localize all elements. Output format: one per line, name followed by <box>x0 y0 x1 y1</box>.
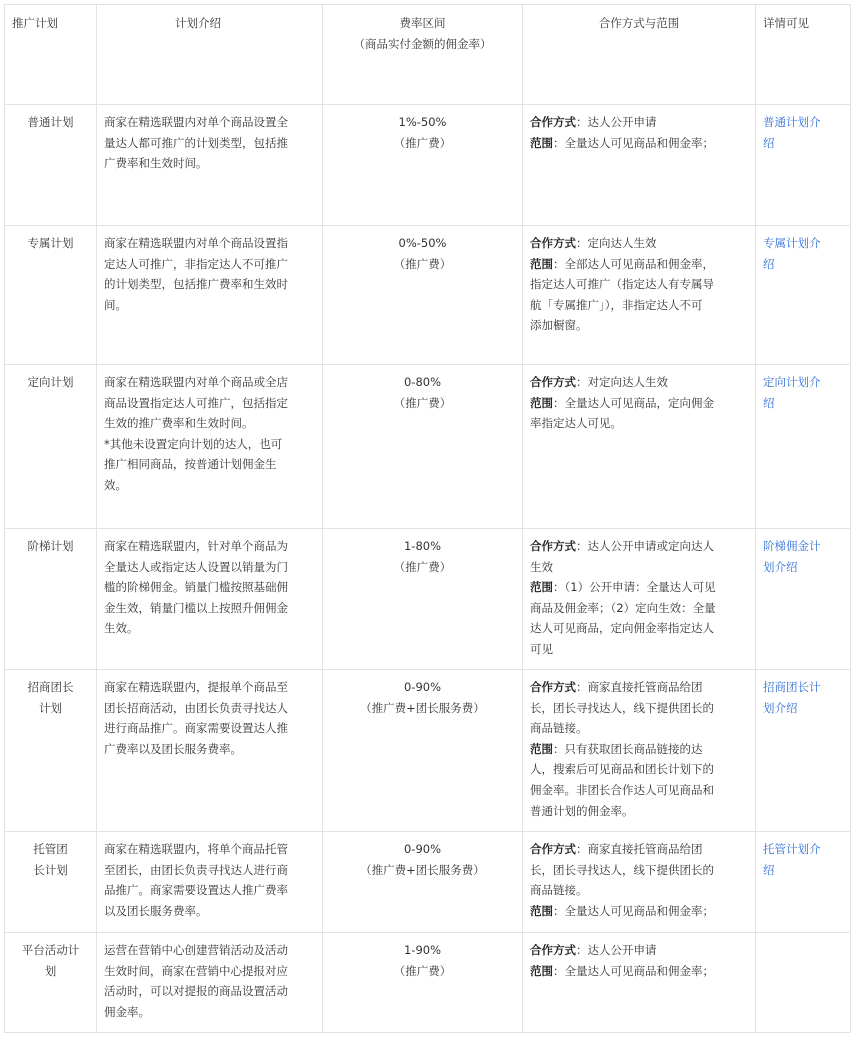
cooperation-mode-text: ：商家直接托管商品给团 <box>576 842 703 856</box>
details-link-general[interactable]: 绍 <box>763 135 775 150</box>
scope-line <box>530 618 748 639</box>
plan-intro-text: 以及团长服务费率。 <box>104 903 208 918</box>
plan-name-cell <box>5 529 97 670</box>
scope-line <box>530 393 748 414</box>
cooperation-mode-line <box>530 880 748 901</box>
fee-range-cell <box>323 105 523 226</box>
plan-intro-text: 佣金率。 <box>104 1004 150 1019</box>
cooperation-mode-label: 合作方式 <box>530 943 576 957</box>
plan-intro-text: 全量达人或指定达人设置以销量为门 <box>104 559 288 574</box>
fee-range-cell <box>323 529 523 670</box>
plan-intro-text: 定达人可推广，非指定达人不可推广 <box>104 256 288 271</box>
cooperation-scope-cell <box>523 529 756 670</box>
cooperation-mode-label: 合作方式 <box>530 680 576 694</box>
scope-label: 范围 <box>530 395 553 410</box>
scope-label: 范围 <box>530 963 553 978</box>
fee-type-text: （推广费） <box>393 963 452 978</box>
scope-line <box>530 961 748 982</box>
table-row-leader-hosted <box>5 832 851 933</box>
scope-line <box>530 133 748 154</box>
details-link-exclusive[interactable]: 绍 <box>763 256 775 271</box>
cooperation-mode-line <box>530 233 748 254</box>
plan-name-text: 专属计划 <box>27 236 74 250</box>
details-link-leader-hosted[interactable]: 绍 <box>763 862 775 877</box>
cooperation-mode-text: ：达人公开申请或定向达人 <box>576 539 714 553</box>
scope-line <box>530 413 748 434</box>
plan-intro-cell <box>97 670 323 832</box>
scope-line <box>530 780 748 801</box>
scope-line <box>530 739 748 760</box>
plan-intro-text: 活动时，可以对提报的商品设置活动 <box>104 984 288 999</box>
scope-text: ：（1）公开申请：全量达人可见 <box>553 580 716 595</box>
cooperation-mode-label: 合作方式 <box>530 236 576 250</box>
plan-intro-text: 广费率和生效时间。 <box>104 156 208 171</box>
plan-intro-cell <box>97 832 323 933</box>
scope-line <box>530 315 748 336</box>
cooperation-mode-line <box>530 677 748 698</box>
plan-intro-text: 间。 <box>104 297 127 312</box>
details-link-targeted[interactable]: 定向计划介 <box>763 375 821 389</box>
column-header-fee-label: 费率区间 <box>399 16 446 30</box>
scope-text: 达人可见商品，定向佣金率指定达人 <box>530 621 714 636</box>
scope-line <box>530 901 748 922</box>
plan-intro-text: 的计划类型，包括推广费率和生效时 <box>104 277 288 292</box>
cooperation-mode-text: ：商家直接托管商品给团 <box>576 680 703 694</box>
fee-range-cell <box>323 670 523 832</box>
plan-name-cell <box>5 933 97 1033</box>
details-cell <box>756 365 851 529</box>
column-header-plan: 推广计划 <box>5 5 97 105</box>
plan-intro-text: 生效。 <box>104 621 139 636</box>
details-cell <box>756 226 851 365</box>
plan-name-cell <box>5 670 97 832</box>
plan-name-text: 划 <box>44 963 57 978</box>
plan-intro-text: 量达人都可推广的计划类型，包括推 <box>104 135 288 150</box>
plan-intro-cell <box>97 226 323 365</box>
plan-intro-text: 广费率以及团长服务费率。 <box>104 741 242 756</box>
scope-text: ：全量达人可见商品和佣金率； <box>553 135 714 150</box>
scope-line <box>530 639 748 660</box>
cooperation-mode-text: 商品链接。 <box>530 883 588 898</box>
scope-line <box>530 801 748 822</box>
plan-intro-text: 商家在精选联盟内，针对单个商品为 <box>104 539 288 553</box>
scope-text: ：只有获取团长商品链接的达 <box>553 741 703 756</box>
plan-name-text: 托管团 <box>33 842 68 856</box>
details-cell <box>756 529 851 670</box>
fee-range-cell <box>323 365 523 529</box>
plan-intro-text: 团长招商活动，由团长负责寻找达人 <box>104 700 288 715</box>
column-header-intro-label: 计划介绍 <box>175 16 221 30</box>
plan-table <box>4 4 851 1033</box>
table-row-leader-recruit <box>5 670 851 832</box>
scope-line <box>530 577 748 598</box>
scope-text: 商品及佣金率；（2）定向生效：全量 <box>530 600 716 615</box>
plan-intro-text: 商品设置指定达人可推广，包括指定 <box>104 395 288 410</box>
plan-intro-text: 生效的推广费率和生效时间。 <box>104 416 254 431</box>
scope-text: ：全量达人可见商品和佣金率； <box>553 903 714 918</box>
plan-name-text: 计划 <box>39 700 62 715</box>
column-header-scope: 合作方式与范围 <box>523 5 756 105</box>
cooperation-mode-line <box>530 940 748 961</box>
plan-intro-text: 效。 <box>104 477 127 492</box>
details-link-general[interactable]: 普通计划介 <box>763 115 821 129</box>
plan-name-text: 定向计划 <box>27 375 74 389</box>
cooperation-mode-line <box>530 860 748 881</box>
cooperation-mode-label: 合作方式 <box>530 375 576 389</box>
scope-label: 范围 <box>530 256 553 271</box>
plan-name-cell <box>5 365 97 529</box>
cooperation-mode-text: ：定向达人生效 <box>576 236 657 250</box>
scope-line <box>530 254 748 275</box>
plan-intro-text: 运营在营销中心创建营销活动及活动 <box>104 943 288 957</box>
cooperation-scope-cell <box>523 105 756 226</box>
cooperation-scope-cell <box>523 832 756 933</box>
scope-text: 人，搜索后可见商品和团长计划下的 <box>530 762 714 777</box>
scope-line <box>530 598 748 619</box>
cooperation-mode-text: ：对定向达人生效 <box>576 375 668 389</box>
scope-line <box>530 274 748 295</box>
table-row-exclusive <box>5 226 851 365</box>
cooperation-mode-line <box>530 112 748 133</box>
plan-intro-text: 商家在精选联盟内对单个商品设置指 <box>104 236 288 250</box>
fee-range-value: 1-90% <box>403 943 442 957</box>
plan-intro-text: 金生效，销量门槛以上按照升佣佣金 <box>104 600 288 615</box>
plan-intro-text: 槛的阶梯佣金。销量门槛按照基础佣 <box>104 580 288 595</box>
scope-label: 范围 <box>530 135 553 150</box>
fee-type-text: （推广费+团长服务费） <box>360 862 485 877</box>
scope-text: ：全量达人可见商品和佣金率； <box>553 963 714 978</box>
fee-type-text: （推广费） <box>393 395 452 410</box>
scope-label: 范围 <box>530 903 553 918</box>
table-row-general <box>5 105 851 226</box>
scope-text: 可见 <box>530 641 553 656</box>
scope-text: 佣金率。非团长合作达人可见商品和 <box>530 782 714 797</box>
plan-name-text: 招商团长 <box>27 680 74 694</box>
details-link-tiered[interactable]: 阶梯佣金计 <box>763 539 821 553</box>
plan-intro-cell <box>97 529 323 670</box>
scope-text: 指定达人可推广（指定达人有专属导 <box>530 277 714 292</box>
scope-line <box>530 295 748 316</box>
plan-intro-text: 商家在精选联盟内，提报单个商品至 <box>104 680 288 694</box>
plan-intro-cell <box>97 365 323 529</box>
details-cell <box>756 670 851 832</box>
scope-text: 航「专属推广」），非指定达人不可 <box>530 297 703 312</box>
scope-text: ：全部达人可见商品和佣金率， <box>553 256 714 271</box>
plan-name-text: 阶梯计划 <box>27 539 74 553</box>
scope-text: 普通计划的佣金率。 <box>530 803 634 818</box>
plan-intro-text: 进行商品推广。商家需要设置达人推 <box>104 721 288 736</box>
cooperation-mode-line <box>530 557 748 578</box>
cooperation-mode-label: 合作方式 <box>530 115 576 129</box>
plan-name-cell <box>5 105 97 226</box>
scope-text: ：全量达人可见商品，定向佣金 <box>553 395 714 410</box>
plan-name-text: 长计划 <box>33 862 68 877</box>
fee-range-value: 1%-50% <box>398 115 447 129</box>
cooperation-mode-text: 商品链接。 <box>530 721 588 736</box>
scope-line <box>530 759 748 780</box>
cooperation-scope-cell <box>523 670 756 832</box>
column-header-fee <box>323 5 523 105</box>
plan-name-text: 普通计划 <box>27 115 74 129</box>
fee-range-value: 0%-50% <box>398 236 447 250</box>
details-link-tiered[interactable]: 划介绍 <box>763 559 798 574</box>
cooperation-mode-text: ：达人公开申请 <box>576 943 657 957</box>
column-header-intro <box>97 5 323 105</box>
table-row-tiered <box>5 529 851 670</box>
scope-text: 添加橱窗。 <box>530 318 588 333</box>
cooperation-mode-line <box>530 372 748 393</box>
fee-range-value: 0-80% <box>403 375 442 389</box>
cooperation-mode-label: 合作方式 <box>530 539 576 553</box>
plan-name-text: 平台活动计 <box>21 943 80 957</box>
plan-intro-text: 品推广。商家需要设置达人推广费率 <box>104 883 288 898</box>
table-row-platform-event <box>5 933 851 1033</box>
plan-name-cell <box>5 832 97 933</box>
details-link-targeted[interactable]: 绍 <box>763 395 775 410</box>
plan-intro-text: 生效时间，商家在营销中心提报对应 <box>104 963 288 978</box>
details-cell <box>756 933 851 1033</box>
cooperation-scope-cell <box>523 365 756 529</box>
fee-range-value: 1-80% <box>403 539 442 553</box>
cooperation-mode-label: 合作方式 <box>530 842 576 856</box>
table-header-row <box>5 5 851 105</box>
cooperation-mode-text: 生效 <box>530 559 553 574</box>
plan-intro-text: 至团长，由团长负责寻找达人进行商 <box>104 862 288 877</box>
plan-intro-text: 商家在精选联盟内对单个商品设置全 <box>104 115 288 129</box>
cooperation-mode-line <box>530 698 748 719</box>
plan-intro-text: 推广相同商品，按普通计划佣金生 <box>104 457 277 472</box>
cooperation-scope-cell <box>523 226 756 365</box>
plan-intro-cell <box>97 933 323 1033</box>
column-header-fee-note: （商品实付金额的佣金率） <box>353 36 492 51</box>
details-link-exclusive[interactable]: 专属计划介 <box>763 236 821 250</box>
fee-range-cell <box>323 933 523 1033</box>
plan-intro-text: 商家在精选联盟内对单个商品或全店 <box>104 375 288 389</box>
scope-label: 范围 <box>530 741 553 756</box>
plan-name-cell <box>5 226 97 365</box>
cooperation-mode-line <box>530 718 748 739</box>
cooperation-mode-text: 长，团长寻找达人，线下提供团长的 <box>530 862 714 877</box>
table-row-targeted <box>5 365 851 529</box>
scope-text: 率指定达人可见。 <box>530 416 622 431</box>
cooperation-mode-text: 长，团长寻找达人，线下提供团长的 <box>530 700 714 715</box>
cooperation-scope-cell <box>523 933 756 1033</box>
cooperation-mode-line <box>530 839 748 860</box>
fee-type-text: （推广费） <box>393 135 452 150</box>
details-link-leader-recruit[interactable]: 划介绍 <box>763 700 798 715</box>
details-cell <box>756 832 851 933</box>
fee-range-value: 0-90% <box>403 680 442 694</box>
details-link-leader-recruit[interactable]: 招商团长计 <box>763 680 821 694</box>
details-cell <box>756 105 851 226</box>
fee-type-text: （推广费+团长服务费） <box>360 700 485 715</box>
fee-range-cell <box>323 226 523 365</box>
fee-range-value: 0-90% <box>403 842 442 856</box>
details-link-leader-hosted[interactable]: 托管计划介 <box>763 842 821 856</box>
scope-label: 范围 <box>530 580 553 595</box>
cooperation-mode-text: ：达人公开申请 <box>576 115 657 129</box>
fee-type-text: （推广费） <box>393 559 452 574</box>
fee-type-text: （推广费） <box>393 256 452 271</box>
plan-intro-cell <box>97 105 323 226</box>
plan-intro-text: 商家在精选联盟内，将单个商品托管 <box>104 842 288 856</box>
fee-range-cell <box>323 832 523 933</box>
cooperation-mode-line <box>530 536 748 557</box>
plan-intro-text: *其他未设置定向计划的达人，也可 <box>104 436 283 451</box>
column-header-more: 详情可见 <box>756 5 851 105</box>
